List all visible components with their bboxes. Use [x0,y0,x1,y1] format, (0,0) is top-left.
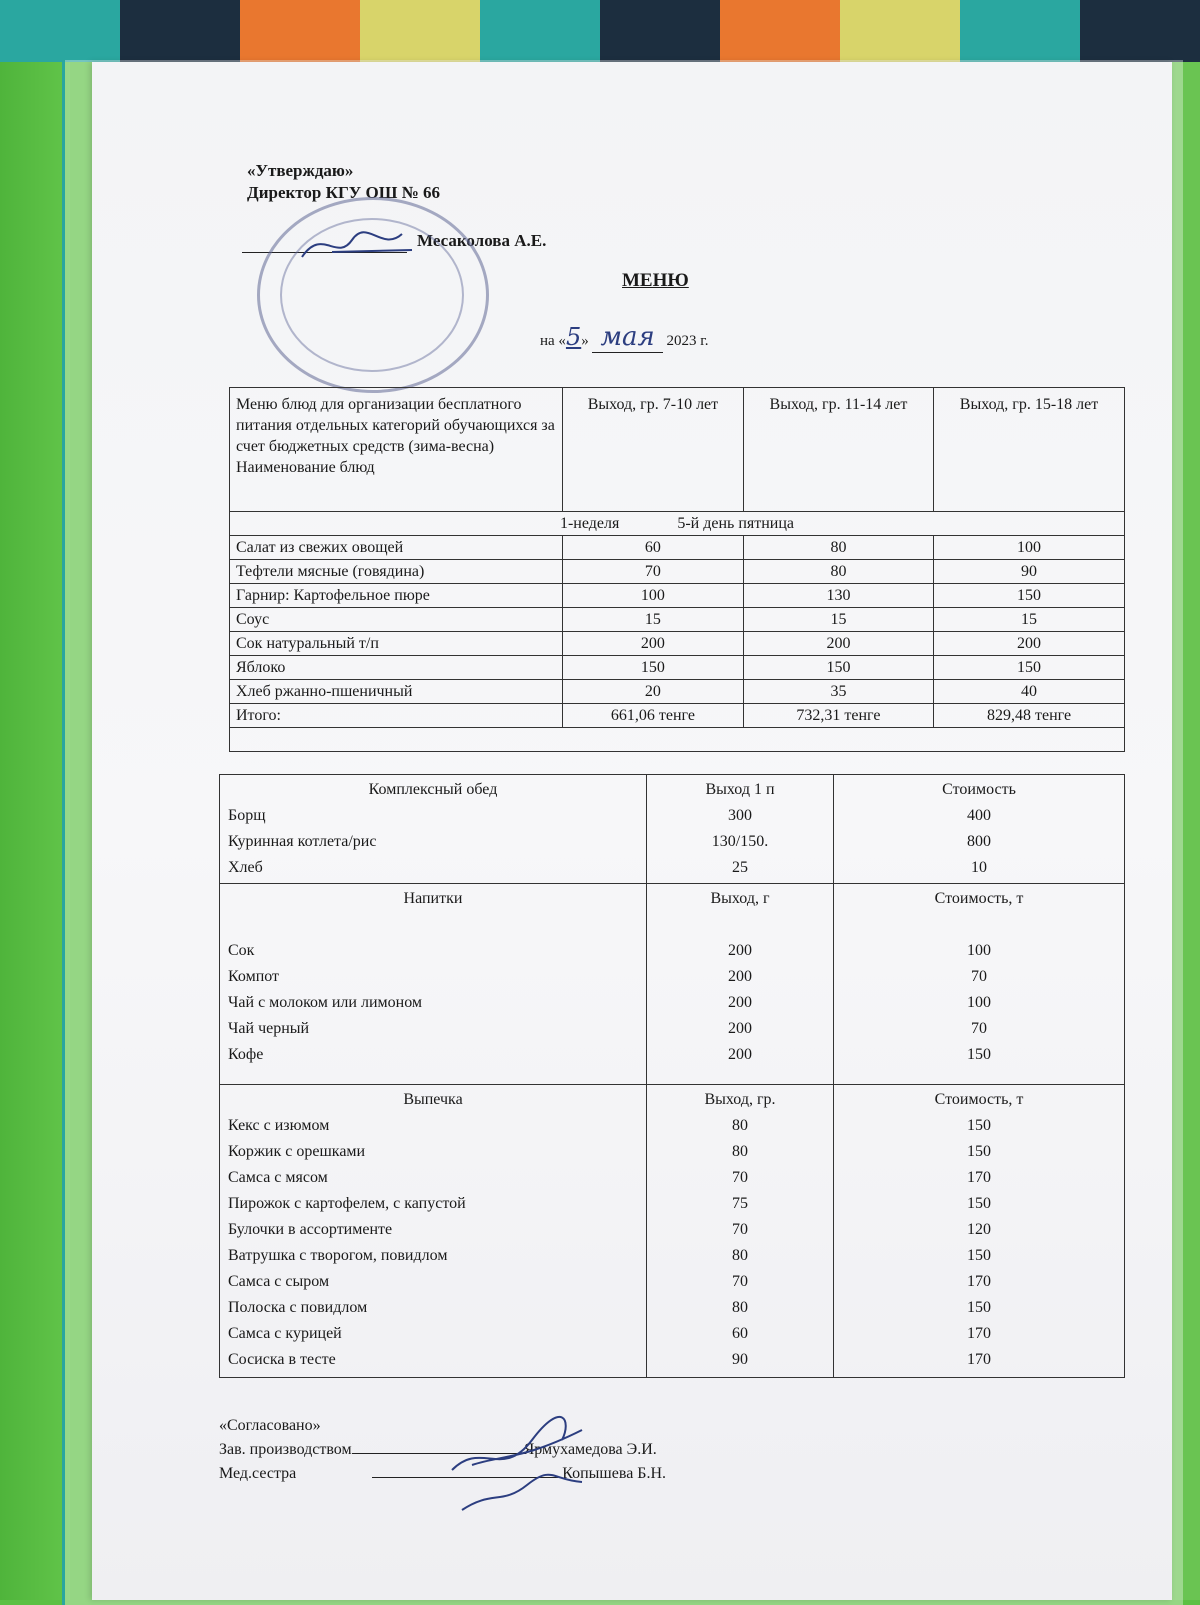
dish-name-cell: Соус [230,608,563,632]
portion-cell: 70 [563,560,744,584]
complex-out-header: Выход 1 п [705,781,775,798]
dish-name-cell: Хлеб ржанно-пшеничный [230,680,563,704]
bakery-title: Выпечка [403,1091,463,1108]
bakery-item-name: Ватрушка с творогом, повидлом [228,1247,448,1264]
table-row [230,584,1125,608]
dish-name-cell: Итого: [230,704,563,728]
portion-cell: 829,48 тенге [934,704,1125,728]
wall-stripe [240,0,360,62]
portion-cell: 150 [934,656,1125,680]
bakery-item-name: Кекс с изюмом [228,1117,330,1134]
drinks-section [220,884,1125,1085]
wall-stripe [720,0,840,62]
drinks-out-header: Выход, г [710,890,770,907]
bakery-item-price: 150 [967,1247,991,1264]
drinks-price-header: Стоимость, т [934,890,1024,907]
free-meal-table [229,387,1125,752]
drinks-item-portion: 200 [728,994,752,1011]
complex-item-price: 400 [967,807,991,824]
bakery-item-name: Пирожок с картофелем, с капустой [228,1195,466,1212]
portion-cell: 80 [743,560,933,584]
table-header-name: Меню блюд для организации бесплатного питания отдельных категорий обучающихся за счет бюджетных средств (зима-весна) Наименование блюд [230,388,563,512]
date-month: мая [592,322,662,353]
portion-cell: 90 [934,560,1125,584]
week-label: 1-неделя [559,515,620,532]
drinks-item-name: Сок [228,942,255,959]
drinks-item-name: Кофе [228,1046,264,1063]
page-title: МЕНЮ [622,270,689,291]
portion-cell: 150 [743,656,933,680]
day-label: 5-й день пятница [677,515,795,532]
bakery-item-price: 150 [967,1195,991,1212]
complex-price-header: Стоимость [942,781,1016,798]
agreed-title: «Согласовано» [219,1417,321,1434]
portion-cell: 661,06 тенге [563,704,744,728]
drinks-item-price: 70 [971,968,987,985]
wall-stripe [120,0,240,62]
director-name: Месаколова А.Е. [417,231,547,250]
nurse-name: Копышева Б.Н. [562,1465,667,1482]
complex-item-price: 800 [967,833,991,850]
table-row [230,656,1125,680]
table-header-age-11-14: Выход, гр. 11-14 лет [743,388,933,512]
dish-name-cell: Сок натуральный т/п [230,632,563,656]
complex-section [220,775,1125,884]
drinks-item-price: 100 [967,994,991,1011]
wall-stripe [360,0,480,62]
director-title: Директор КГУ ОШ № 66 [247,183,440,202]
portion-cell: 15 [743,608,933,632]
bakery-item-portion: 80 [732,1299,748,1316]
menu-date: на «5» мая 2023 г. [540,322,709,352]
portion-cell: 150 [934,584,1125,608]
portion-cell: 200 [563,632,744,656]
dish-name-cell: Тефтели мясные (говядина) [230,560,563,584]
drinks-item-price: 100 [967,942,991,959]
approval-label: «Утверждаю» [247,161,354,180]
portion-cell: 35 [743,680,933,704]
bakery-item-portion: 70 [732,1221,748,1238]
bakery-item-name: Самса с курицей [228,1325,342,1342]
drinks-title: Напитки [403,890,463,907]
bakery-out-header: Выход, гр. [704,1091,776,1108]
drinks-item-name: Чай черный [228,1020,310,1037]
portion-cell: 100 [563,584,744,608]
portion-cell: 15 [934,608,1125,632]
bakery-item-price: 170 [967,1169,991,1186]
portion-cell: 20 [563,680,744,704]
bakery-item-price: 170 [967,1351,991,1368]
production-name: Ярмухамедова Э.И. [523,1441,657,1458]
drinks-item-portion: 200 [728,942,752,959]
nurse-role: Мед.сестра [219,1465,297,1482]
bakery-item-name: Булочки в ассортименте [228,1221,393,1238]
cafeteria-price-table [219,774,1125,1378]
production-role: Зав. производством [219,1441,352,1458]
table-row [230,560,1125,584]
wall-stripe [1080,0,1200,62]
portion-cell: 100 [934,536,1125,560]
portion-cell: 130 [743,584,933,608]
wall-stripe [840,0,960,62]
table-row [230,704,1125,728]
table-row-empty [230,728,1125,752]
dish-name-cell: Яблоко [230,656,563,680]
bakery-item-portion: 80 [732,1117,748,1134]
table-row [230,632,1125,656]
date-day: 5 [565,323,582,351]
portion-cell: 732,31 тенге [743,704,933,728]
bakery-item-portion: 80 [732,1143,748,1160]
complex-title: Комплексный обед [368,781,498,798]
bakery-item-price: 150 [967,1299,991,1316]
drinks-item-price: 150 [967,1046,991,1063]
drinks-item-portion: 200 [728,968,752,985]
bakery-item-portion: 90 [732,1351,748,1368]
bakery-item-portion: 70 [732,1169,748,1186]
bakery-price-header: Стоимость, т [934,1091,1024,1108]
complex-item-name: Куринная котлета/рис [228,833,377,850]
staff-signatures [432,1410,592,1520]
wall-stripes [0,0,1200,62]
bakery-item-name: Самса с сыром [228,1273,330,1290]
bakery-item-price: 150 [967,1143,991,1160]
wall-stripe [0,0,120,62]
portion-cell: 15 [563,608,744,632]
portion-cell: 40 [934,680,1125,704]
table-row [230,680,1125,704]
drinks-item-name: Компот [228,968,280,985]
portion-cell: 80 [743,536,933,560]
complex-item-portion: 130/150. [711,833,769,850]
wall-stripe [480,0,600,62]
portion-cell: 200 [934,632,1125,656]
complex-item-portion: 300 [728,807,752,824]
table-header-age-7-10: Выход, гр. 7-10 лет [563,388,744,512]
portion-cell: 200 [743,632,933,656]
complex-item-name: Борщ [228,807,266,824]
wall-stripe [960,0,1080,62]
bakery-item-name: Коржик с орешками [228,1143,366,1160]
bakery-item-portion: 60 [732,1325,748,1342]
table-row [230,608,1125,632]
bakery-section [220,1085,1125,1378]
director-signature [292,222,432,272]
complex-item-price: 10 [971,859,987,876]
bakery-item-price: 170 [967,1325,991,1342]
bakery-item-price: 120 [967,1221,991,1238]
date-year: 2023 г. [666,333,709,349]
bakery-item-price: 150 [967,1117,991,1134]
wall-stripe [600,0,720,62]
bakery-item-name: Сосиска в тесте [228,1351,336,1368]
drinks-item-portion: 200 [728,1046,752,1063]
table-row [230,536,1125,560]
drinks-item-portion: 200 [728,1020,752,1037]
bakery-item-portion: 80 [732,1247,748,1264]
wall-left [0,62,70,1600]
bakery-item-portion: 70 [732,1273,748,1290]
drinks-item-price: 70 [971,1020,987,1037]
table-header-age-15-18: Выход, гр. 15-18 лет [934,388,1125,512]
complex-item-name: Хлеб [228,859,263,876]
dish-name-cell: Салат из свежих овощей [230,536,563,560]
complex-item-portion: 25 [732,859,748,876]
drinks-item-name: Чай с молоком или лимоном [228,994,423,1011]
bakery-item-name: Полоска с повидлом [228,1299,368,1316]
bakery-item-portion: 75 [732,1195,748,1212]
portion-cell: 150 [563,656,744,680]
bakery-item-price: 170 [967,1273,991,1290]
menu-sheet [92,62,1172,1600]
bakery-item-name: Самса с мясом [228,1169,328,1186]
day-label-row [230,512,1125,536]
dish-name-cell: Гарнир: Картофельное пюре [230,584,563,608]
portion-cell: 60 [563,536,744,560]
